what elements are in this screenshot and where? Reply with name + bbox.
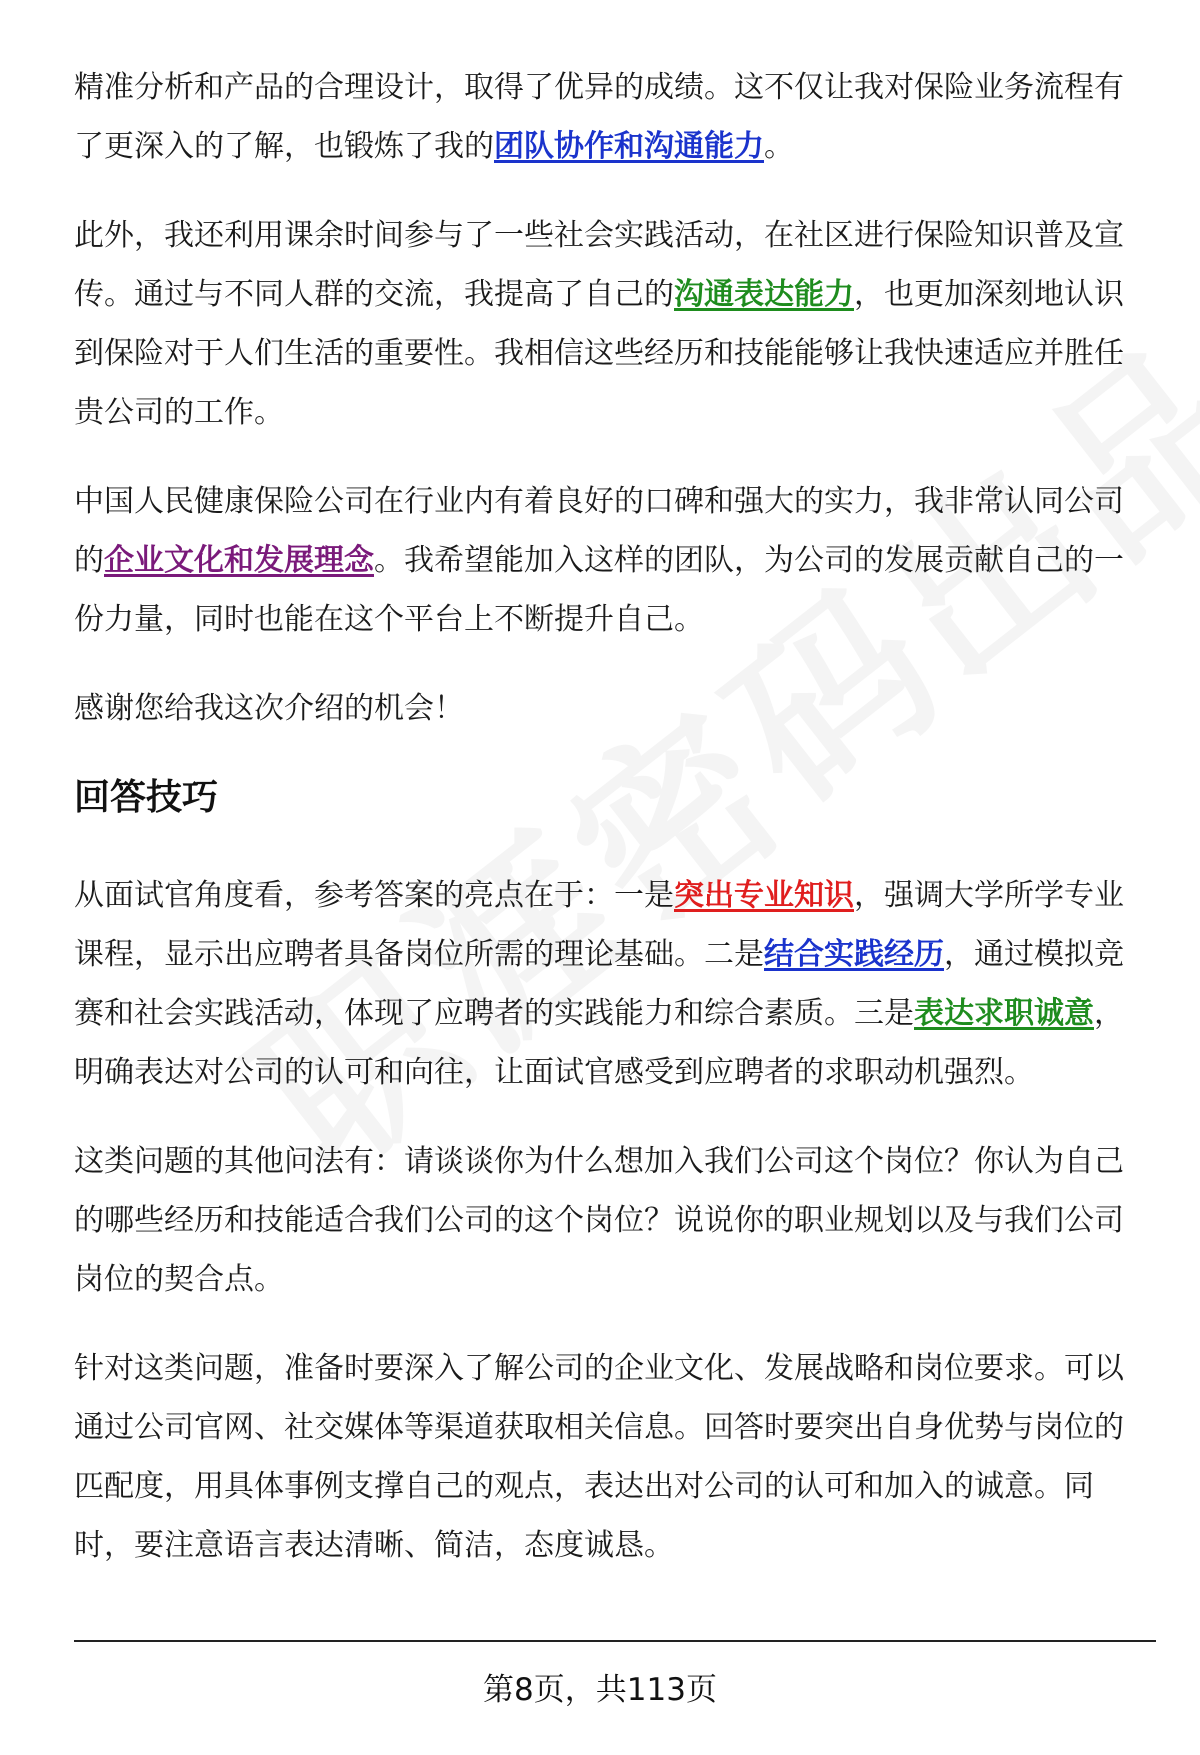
paragraph-text: 。我希望能加入这样的团队，为公司的发展贡献自己的一份力量，同时也能在这个平台上不断提升自己。 <box>74 543 1124 637</box>
paragraph-text: ，明确表达对公司的认可和向往，让面试官感受到应聘者的求职动机强烈。 <box>74 996 1124 1090</box>
paragraph-text: 从面试官角度看，参考答案的亮点在于：一是 <box>74 878 674 913</box>
tips-paragraph <box>74 1339 1148 1575</box>
paragraph-text: ，通过模拟竞赛和社会实践活动，体现了应聘者的实践能力和综合素质。三是 <box>74 937 1124 1031</box>
answer-paragraph <box>74 58 1148 176</box>
tips-paragraph <box>74 1132 1148 1309</box>
highlighted-keyphrase: 表达求职诚意 <box>914 996 1094 1031</box>
highlighted-keyphrase: 企业文化和发展理念 <box>104 543 374 578</box>
tips-paragraph <box>74 866 1148 1102</box>
paragraph-text: 感谢您给我这次介绍的机会！ <box>74 691 464 726</box>
paragraph-text: 精准分析和产品的合理设计，取得了优异的成绩。这不仅让我对保险业务流程有了更深入的了解，也锻炼了我的 <box>74 70 1124 164</box>
paragraph-text: 。 <box>764 129 794 164</box>
answer-section <box>74 58 1148 738</box>
highlighted-keyphrase: 沟通表达能力 <box>674 277 854 312</box>
highlighted-keyphrase: 团队协作和沟通能力 <box>494 129 764 164</box>
paragraph-text: 此外，我还利用课余时间参与了一些社会实践活动，在社区进行保险知识普及宣传。通过与不同人群的交流，我提高了自己的 <box>74 218 1124 312</box>
document-body <box>74 58 1148 1605</box>
footer-divider <box>74 1640 1156 1642</box>
page-number: 第8页，共113页 <box>483 1672 717 1708</box>
section-heading: 回答技巧 <box>74 777 219 818</box>
paragraph-text: 这类问题的其他问法有：请谈谈你为什么想加入我们公司这个岗位？你认为自己的哪些经历和技能适合我们公司的这个岗位？说说你的职业规划以及与我们公司岗位的契合点。 <box>74 1144 1124 1297</box>
paragraph-text: 中国人民健康保险公司在行业内有着良好的口碑和强大的实力，我非常认同公司的 <box>74 484 1124 578</box>
paragraph-text: ，强调大学所学专业课程，显示出应聘者具备岗位所需的理论基础。二是 <box>74 878 1124 972</box>
highlighted-keyphrase: 突出专业知识 <box>674 878 854 913</box>
paragraph-text: 针对这类问题，准备时要深入了解公司的企业文化、发展战略和岗位要求。可以通过公司官网、社交媒体等渠道获取相关信息。回答时要突出自身优势与岗位的匹配度，用具体事例支撑自己的观点，表达出对公司的认可和加入的诚意。同时，要注意语言表达清晰、简洁，态度诚恳。 <box>74 1351 1124 1563</box>
tips-section <box>74 866 1148 1575</box>
answer-paragraph <box>74 472 1148 649</box>
highlighted-keyphrase: 结合实践经历 <box>764 937 944 972</box>
answer-paragraph <box>74 679 1148 738</box>
paragraph-text: ，也更加深刻地认识到保险对于人们生活的重要性。我相信这些经历和技能能够让我快速适应并胜任贵公司的工作。 <box>74 277 1124 430</box>
answer-paragraph <box>74 206 1148 442</box>
